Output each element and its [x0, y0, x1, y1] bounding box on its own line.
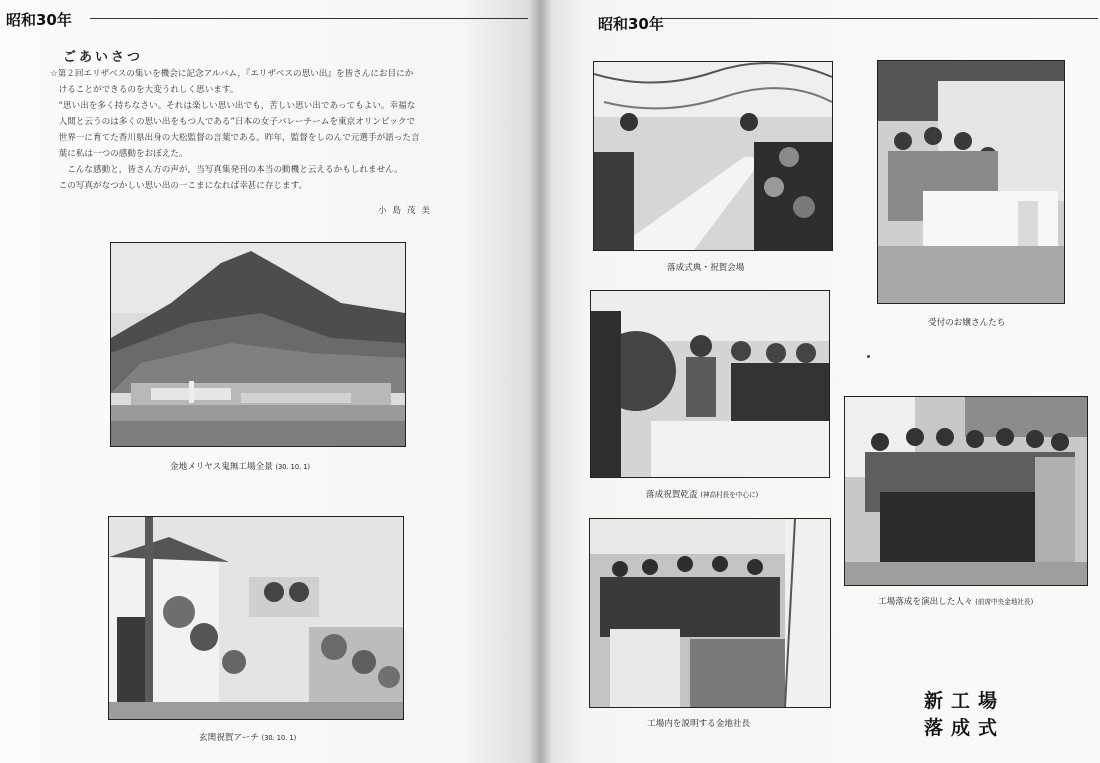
greeting-signature: 小島茂美 — [378, 206, 437, 216]
greeting-line: 世界一に育てた香川県出身の大松監督の言葉である。昨年，監督をしのんで元選手が語った言 — [50, 133, 420, 143]
section-title-line2: 落成式 — [924, 717, 1006, 739]
book-gutter — [528, 0, 552, 763]
factory-tour-caption: 工場内を説明する金地社長 — [647, 719, 751, 729]
reception-photo — [877, 60, 1065, 304]
factory-tour-photo — [589, 518, 831, 708]
left-header-rule — [90, 18, 528, 19]
right-page-header: 昭和30年 — [598, 15, 664, 33]
toast-caption: 落成祝賀乾盃 (神高村長を中心に) — [646, 490, 759, 500]
page-speck — [867, 355, 870, 358]
group-people-caption: 工場落成を演出した人々 (前席中央金地社長) — [878, 597, 1034, 607]
factory-panorama-photo — [110, 242, 406, 447]
greeting-line: この写真がなつかしい思い出の一こまになれば幸甚に存じます。 — [50, 181, 308, 191]
toast-photo — [590, 290, 830, 478]
section-title-line1: 新工場 — [924, 690, 1006, 712]
right-header-rule — [662, 18, 1098, 19]
greeting-body — [50, 66, 470, 194]
greeting-line: ☆第２回エリザベスの集いを機会に記念アルバム，『エリザベスの思い出』を皆さんにお目にか — [50, 69, 414, 79]
greeting-line: こんな感動と，皆さん方の声が，当写真集発刊の本当の動機と云えるかもしれません。 — [50, 165, 403, 175]
left-page-header: 昭和30年 — [6, 11, 72, 29]
greeting-line: 人間と云うのは多くの思い出をもつ人である”日本の女子バレーチームを東京オリンピックで — [50, 117, 416, 127]
factory-panorama-caption: 金地メリヤス鬼無工場全景 (30. 10. 1) — [170, 462, 311, 472]
greeting-line: けることができるのを大変うれしく思います。 — [50, 85, 239, 95]
greeting-title: ごあいさつ — [63, 50, 144, 65]
entrance-arch-photo — [108, 516, 404, 720]
reception-caption: 受付のお嬢さんたち — [928, 318, 1006, 328]
group-people-photo — [844, 396, 1088, 586]
greeting-line: 葉に私は一つの感動をおぼえた。 — [50, 149, 188, 159]
section-title — [924, 688, 1005, 742]
ceremony-hall-caption: 落成式典・祝賀会場 — [667, 263, 745, 273]
greeting-line: “思い出を多く持ちなさい。それは楽しい思い出でも，苦しい思い出であってもよい。幸福な — [50, 101, 416, 111]
entrance-arch-caption: 玄関祝賀アーチ (30. 10. 1) — [199, 733, 297, 743]
ceremony-hall-photo — [593, 61, 833, 251]
